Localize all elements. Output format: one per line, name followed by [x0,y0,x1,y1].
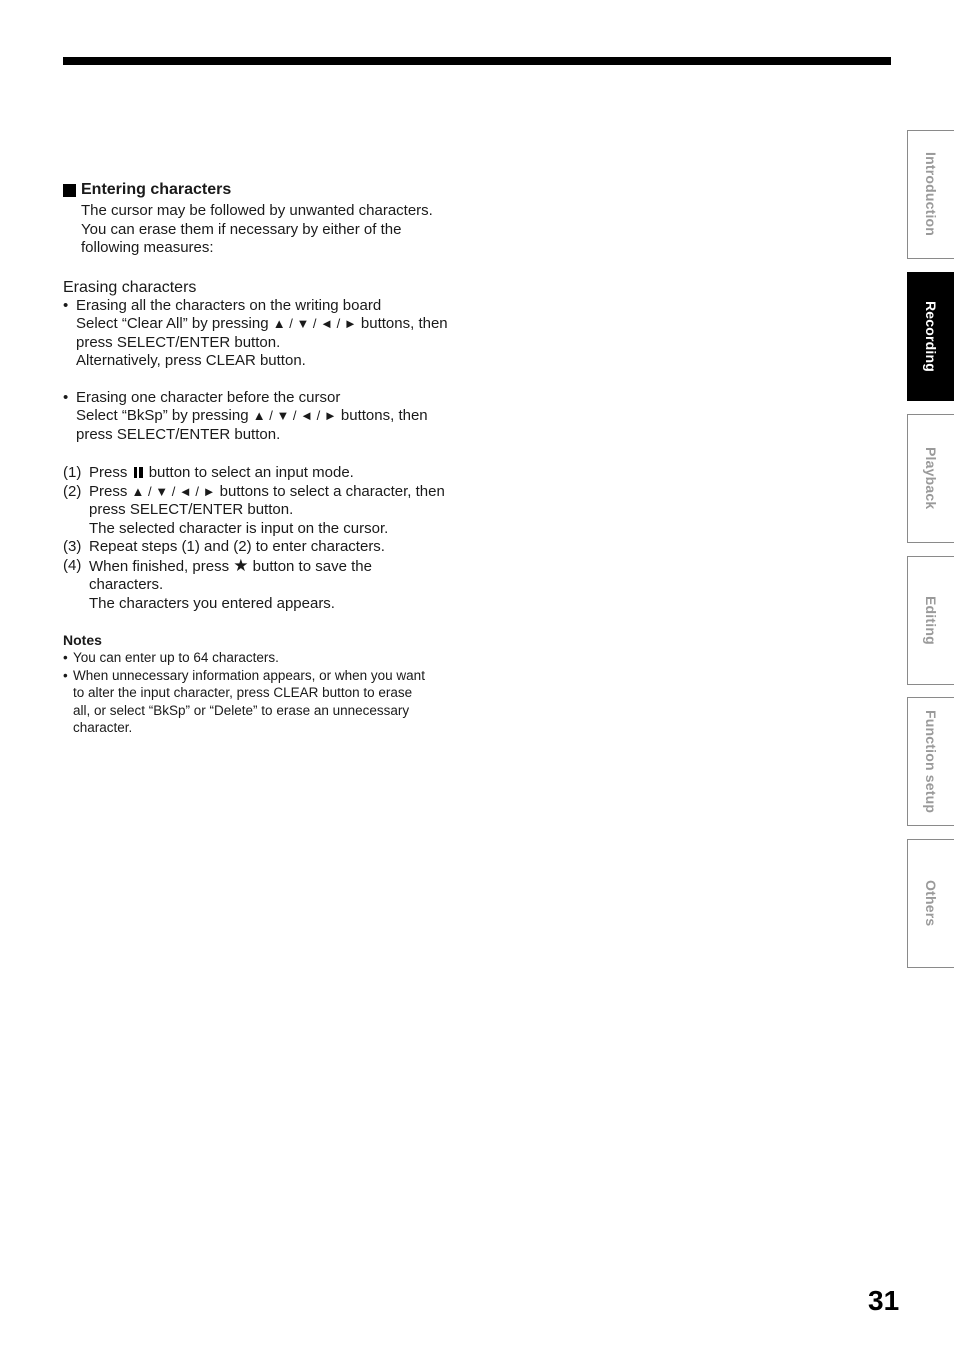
notes-heading: Notes [63,632,102,648]
note-item: • You can enter up to 64 characters. [63,650,279,665]
tab-playback[interactable]: Playback [907,414,954,543]
tab-recording[interactable]: Recording [907,272,954,401]
note-item: • When unnecessary information appears, or when you want to alter the input character, press CLEAR button to erase all, or select “BkSp” or “Delete” to erase an unnecessary character. [63,667,425,735]
erase-one-bullet: • Erasing one character before the cursor Select “BkSp” by pressing ▲ / ▼ / ◄ / ► buttons, then press SELECT/ENTER button. [63,388,428,443]
step-item: (3) Repeat steps (1) and (2) to enter characters. [63,538,385,555]
pause-icon [134,467,143,478]
main-content [63,180,473,737]
bullet-mark: • [63,296,69,314]
bullet-mark: • [63,388,69,406]
direction-arrows-icon: ▲ / ▼ / ◄ / ► [272,316,357,331]
intro-line: following measures: [81,239,214,256]
direction-arrows-icon: ▲ / ▼ / ◄ / ► [131,483,216,499]
direction-arrows-icon: ▲ / ▼ / ◄ / ► [252,408,337,423]
square-bullet-icon [63,184,76,197]
intro-line: You can erase them if necessary by either of the [81,220,402,238]
steps-list [63,464,473,613]
step-item: (1) Press button to select an input mode. [63,464,354,481]
page-number: 31 [868,1285,900,1316]
star-icon: ★ [233,555,249,575]
bullet-title: Erasing one character before the cursor [76,388,341,406]
section-heading-text: Entering characters [81,181,232,198]
section-heading [63,180,473,200]
notes-list [63,649,473,737]
intro-paragraph [81,202,473,258]
bullet-title: Erasing all the characters on the writing board [76,296,382,314]
erasing-heading: Erasing characters [63,278,197,296]
tab-editing[interactable]: Editing [907,556,954,685]
tab-function-setup[interactable]: Function setup [907,697,954,826]
intro-line: The cursor may be followed by unwanted characters. [81,202,433,219]
erase-all-bullet: • Erasing all the characters on the writing board Select “Clear All” by pressing ▲ / ▼ / ◄ / ► buttons, then press SELECT/ENTER button. Alternatively, press CLEAR button. [63,296,448,369]
tab-others[interactable]: Others [907,839,954,968]
tab-introduction[interactable]: Introduction [907,130,954,259]
step-item: (2) Press ▲ / ▼ / ◄ / ► buttons to select a character, then press SELECT/ENTER button. The selected character is input on the cursor. [63,482,445,537]
step-item: (4) When finished, press ★ button to save the characters. The characters you entered appears. [63,555,372,612]
top-rule [63,57,891,65]
